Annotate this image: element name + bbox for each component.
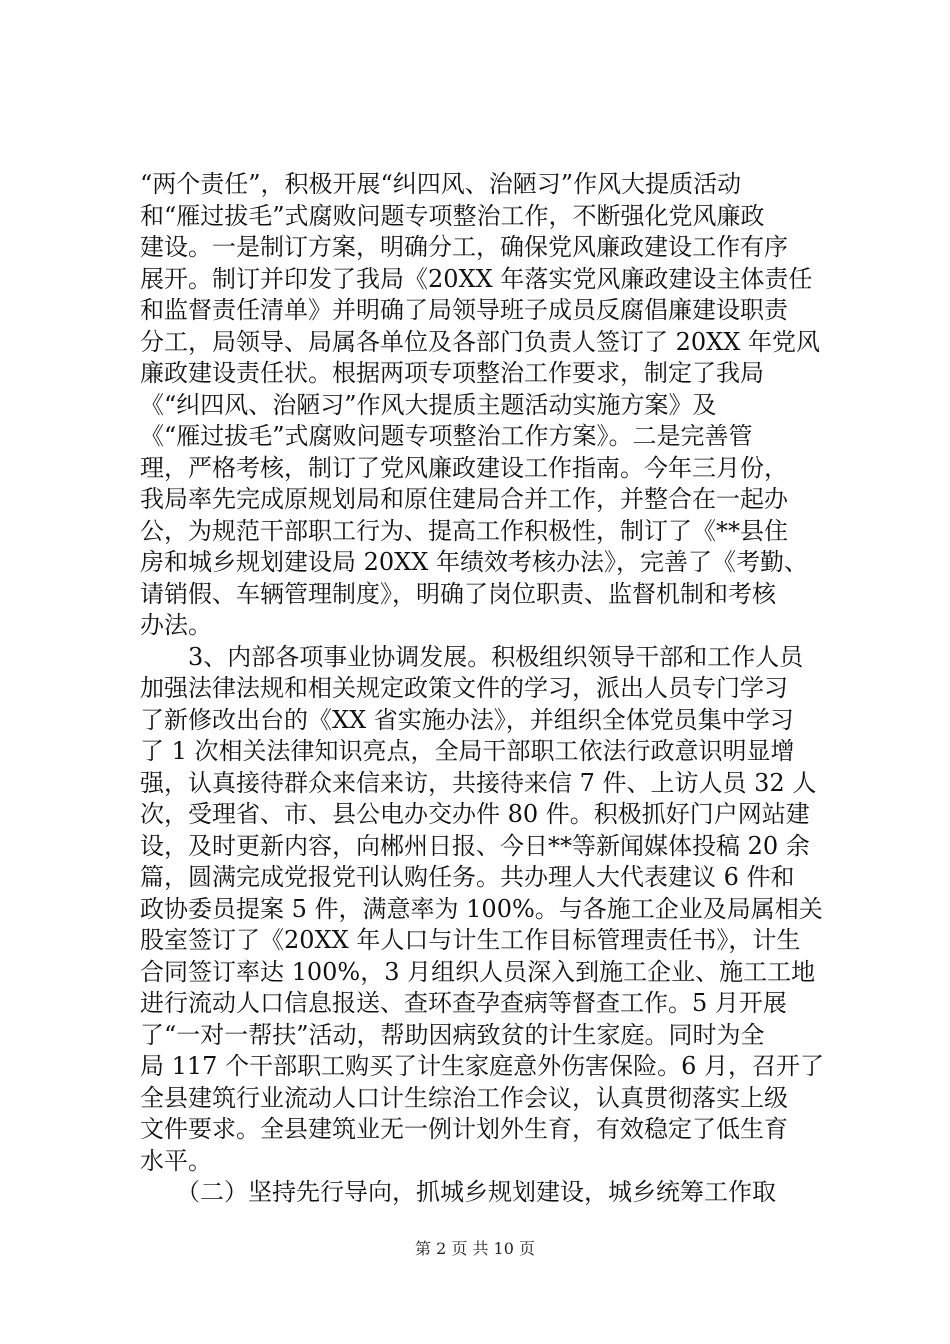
page-footer: 第 2 页 共 10 页 <box>415 1239 535 1258</box>
text-line: 展开。制订并印发了我局《20XX 年落实党风廉政建设主体责任 <box>140 264 813 293</box>
text-line: 文件要求。全县建筑业无一例计划外生育，有效稳定了低生育 <box>140 1115 788 1143</box>
text-line: 《“雁过拔毛”式腐败问题专项整治工作方案》。二是完善管 <box>140 422 753 450</box>
text-line: “两个责任”，积极开展“纠四风、治陋习”作风大提质活动 <box>140 170 742 198</box>
text-line: 分工，局领导、局属各单位及各部门负责人签订了 20XX 年党风 <box>140 327 820 356</box>
text-line: 次，受理省、市、县公电办交办件 80 件。积极抓好门户网站建 <box>140 800 810 828</box>
text-line: 廉政建设责任状。根据两项专项整治工作要求，制定了我局 <box>140 359 764 387</box>
text-line: 篇，圆满完成党报党刊认购任务。共办理人大代表建议 6 件和 <box>140 863 795 891</box>
text-line: 进行流动人口信息报送、查环查孕查病等督查工作。5 月开展 <box>140 989 787 1017</box>
text-line: 了“一对一帮扶”活动，帮助因病致贫的计生家庭。同时为全 <box>140 1020 765 1049</box>
document-body <box>140 169 840 1209</box>
text-line: 股室签订了《20XX 年人口与计生工作目标管理责任书》，计生 <box>140 926 801 954</box>
text-line: 理，严格考核，制订了党风廉政建设工作指南。今年三月份， <box>140 453 788 482</box>
text-line: 合同签订率达 100%，3 月组织人员深入到施工企业、施工工地 <box>140 957 816 986</box>
text-line: 强，认真接待群众来信来访，共接待来信 7 件、上访人员 32 人 <box>140 768 817 797</box>
text-line: 请销假、车辆管理制度》，明确了岗位职责、监督机制和考核 <box>140 579 776 608</box>
text-line: 了新修改出台的《XX 省实施办法》，并组织全体党员集中学习 <box>140 705 794 734</box>
text-line: 局 117 个干部职工购买了计生家庭意外伤害保险。6 月，召开了 <box>140 1052 824 1080</box>
text-line: 政协委员提案 5 件，满意率为 100%。与各施工企业及局属相关 <box>140 894 823 923</box>
text-line: 和“雁过拔毛”式腐败问题专项整治工作，不断强化党风廉政 <box>140 201 765 230</box>
text-line: 房和城乡规划建设局 20XX 年绩效考核办法》，完善了《考勤、 <box>140 548 808 576</box>
text-line: 和监督责任清单》并明确了局领导班子成员反腐倡廉建设职责 <box>140 296 788 324</box>
text-line: 水平。 <box>140 1146 212 1175</box>
text-line: 设，及时更新内容，向郴州日报、今日**等新闻媒体投稿 20 余 <box>140 831 810 860</box>
text-line: 我局率先完成原规划局和原住建局合并工作，并整合在一起办 <box>140 485 788 513</box>
text-line: 加强法律法规和相关规定政策文件的学习，派出人员专门学习 <box>140 674 788 702</box>
text-line: 全县建筑行业流动人口计生综治工作会议，认真贯彻落实上级 <box>140 1083 788 1112</box>
text-line: （二）坚持先行导向，抓城乡规划建设，城乡统筹工作取 <box>140 1178 776 1206</box>
text-line: 公，为规范干部职工行为、提高工作积极性，制订了《**县住 <box>140 516 788 545</box>
text-line: 建设。一是制订方案，明确分工，确保党风廉政建设工作有序 <box>140 233 788 261</box>
text-line: 《“纠四风、治陋习”作风大提质主题活动实施方案》及 <box>140 390 717 419</box>
text-line: 办法。 <box>140 611 212 639</box>
text-line: 3、内部各项事业协调发展。积极组织领导干部和工作人员 <box>140 642 804 671</box>
text-line: 了 1 次相关法律知识亮点，全局干部职工依法行政意识明显增 <box>140 737 795 765</box>
